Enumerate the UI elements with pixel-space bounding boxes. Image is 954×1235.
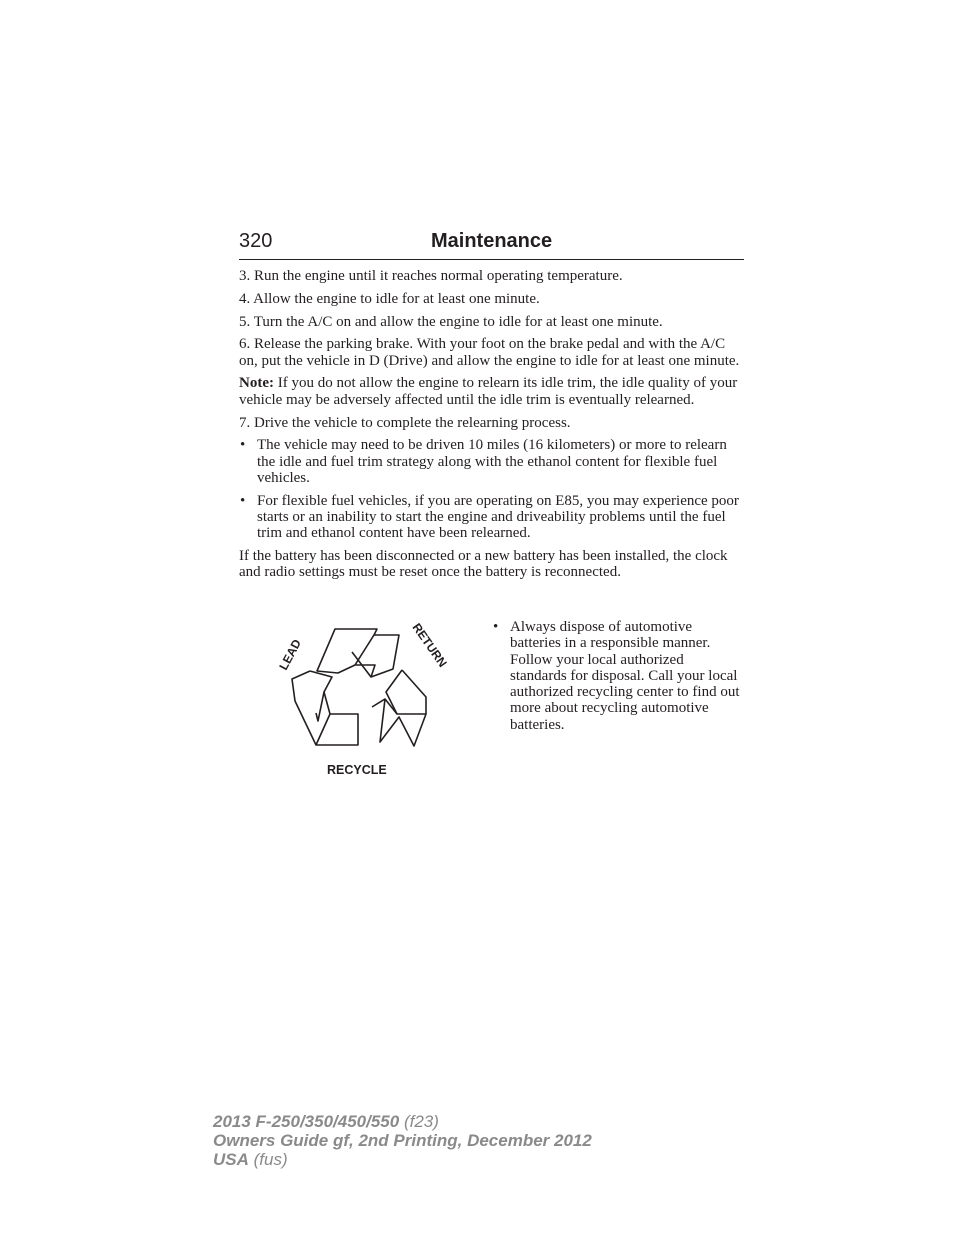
step-4: 4. Allow the engine to idle for at least one minute.: [239, 290, 540, 307]
list-item: [492, 619, 744, 733]
page-header: [239, 229, 744, 260]
step-5: 5. Turn the A/C on and allow the engine to idle for at least one minute.: [239, 313, 663, 330]
recycle-label: RECYCLE: [327, 763, 387, 777]
note-label: Note:: [239, 375, 274, 392]
bullet-text: The vehicle may need to be driven 10 miles (16 kilometers) or more to relearn the idle and fuel trim strategy along with the ethanol content for flexible fuel vehicles.: [257, 437, 727, 486]
section-title: Maintenance: [431, 230, 553, 252]
return-label: RETURN: [409, 620, 450, 670]
list-item: [239, 437, 744, 486]
note-paragraph: [239, 375, 744, 408]
page-footer: [213, 1112, 592, 1169]
footer-guide: Owners Guide gf, 2nd Printing, December 2012: [213, 1131, 592, 1150]
footer-line-3: [213, 1150, 592, 1169]
dispose-bullet: [492, 619, 744, 740]
list-item: [239, 493, 744, 542]
bullet-icon: •: [493, 619, 499, 635]
page-number: 320: [239, 230, 273, 252]
footer-model-code: (f23): [403, 1112, 439, 1131]
step-6: 6. Release the parking brake. With your foot on the brake pedal and with the A/C on, put the vehicle in D (Drive) and allow the engine to idle for at least one minute.: [239, 336, 740, 369]
footer-model: 2013 F-250/350/450/550: [213, 1112, 400, 1131]
footer-line-2: [213, 1131, 592, 1150]
footer-market: USA: [213, 1150, 249, 1169]
bullet-icon: •: [240, 437, 246, 454]
bullet-text: For flexible fuel vehicles, if you are operating on E85, you may experience poor starts or an inability to start the engine and driveability problems until the fuel trim and ethanol content have been relearned.: [257, 492, 739, 542]
recycle-icon: [272, 617, 462, 782]
bullet-list: [239, 437, 744, 541]
lead-label: LEAD: [276, 636, 304, 673]
footer-line-1: [213, 1112, 592, 1131]
note-text: If you do not allow the engine to relearn its idle trim, the idle quality of your vehicle may be adversely affected until the idle trim is eventually relearned.: [239, 375, 738, 408]
main-content: [239, 268, 744, 587]
recycle-symbol: [272, 617, 462, 782]
battery-paragraph: If the battery has been disconnected or a new battery has been installed, the clock and radio settings must be reset once the battery is reconnected.: [239, 548, 728, 581]
bullet-text: Always dispose of automotive batteries in a responsible manner. Follow your local authorized standards for disposal. Call your local authorized recycling center to find out more about recycling automotive batteries.: [510, 619, 740, 733]
footer-market-code: (fus): [253, 1150, 288, 1169]
step-3: 3. Run the engine until it reaches normal operating temperature.: [239, 268, 623, 284]
step-7: 7. Drive the vehicle to complete the relearning process.: [239, 414, 571, 431]
bullet-icon: •: [240, 492, 246, 509]
